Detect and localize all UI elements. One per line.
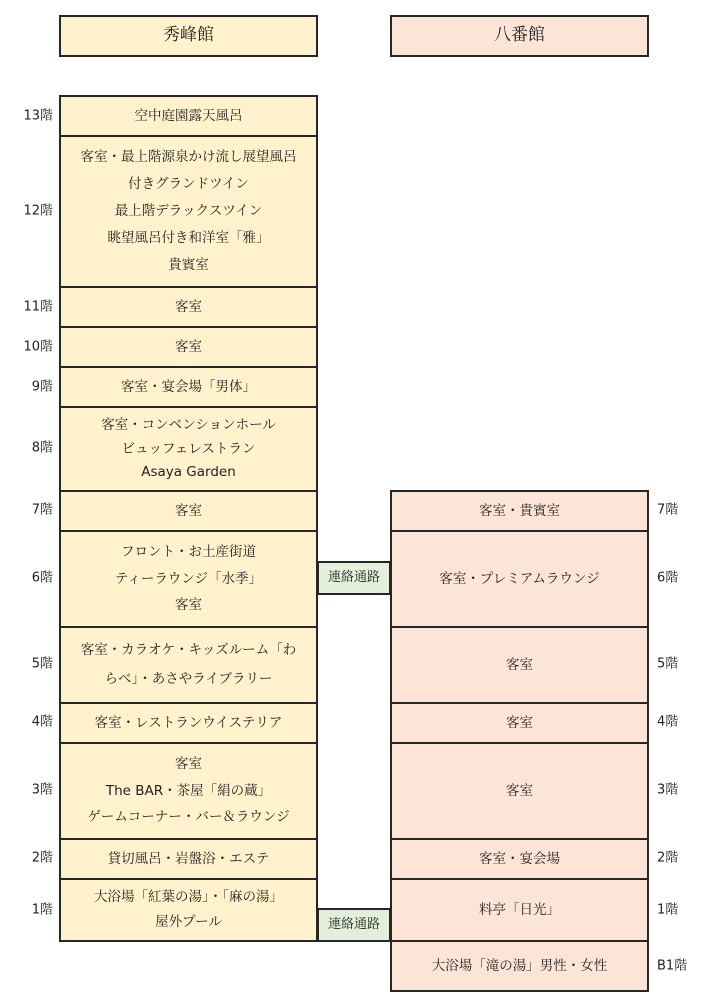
floor-desc-line: 眺望風呂付き和洋室「雅」 <box>107 230 270 246</box>
left-floor-label: 7階 <box>31 502 53 518</box>
right-floor-label: B1階 <box>657 958 688 974</box>
right-floor-1 <box>390 878 649 942</box>
right-floor-4 <box>390 702 649 744</box>
floor-desc-line: 客室・カラオケ・キッズルーム「わ <box>80 642 297 659</box>
floor-desc-line: 貴賓室 <box>168 256 209 273</box>
floor-desc-line: 大浴場「紅葉の湯」・「麻の湯」 <box>94 889 283 906</box>
floor-desc-line: フロント・お土産街道 <box>121 543 256 560</box>
floor-desc-line: 客室 <box>175 502 202 519</box>
right-floor-label: 2階 <box>657 850 679 866</box>
left-floor-6 <box>59 530 318 628</box>
left-floor-label: 3階 <box>31 782 53 798</box>
floor-desc-line: 客室 <box>175 298 202 315</box>
right-floor-b1 <box>390 940 649 992</box>
left-floor-label: 1階 <box>31 902 53 918</box>
floor-desc-line: 貸切風呂・岩盤浴・エステ <box>107 850 270 867</box>
left-floor-1 <box>59 878 318 942</box>
left-floor-5 <box>59 626 318 704</box>
floor-desc-line: 客室・最上階源泉かけ流し展望風呂 <box>80 149 297 166</box>
right-floor-label: 7階 <box>657 502 679 518</box>
connector-corridor-6f <box>317 561 391 595</box>
right-floor-7 <box>390 490 649 532</box>
floor-desc-line: 屋外プール <box>155 913 222 930</box>
header-hachibankan-label: 八番館 <box>494 25 545 46</box>
floor-desc-line: ティーラウンジ「水季」 <box>114 570 263 587</box>
right-floor-5 <box>390 626 649 704</box>
left-floor-13 <box>59 95 318 137</box>
left-floor-2 <box>59 838 318 880</box>
left-floor-4 <box>59 702 318 744</box>
floor-desc-line: 客室・宴会場 <box>479 850 560 867</box>
header-shuhokan <box>59 15 318 57</box>
left-floor-label: 2階 <box>31 850 53 866</box>
left-floor-label: 4階 <box>31 714 53 730</box>
floor-desc-line: 客室・レストランウイステリア <box>94 714 283 731</box>
floor-desc-line: Asaya Garden <box>141 464 236 481</box>
floor-desc-line: ゲームコーナー・バー＆ラウンジ <box>87 809 290 826</box>
left-floor-label: 12階 <box>23 203 53 219</box>
floor-desc-line: 客室 <box>506 714 533 731</box>
left-floor-12 <box>59 135 318 288</box>
floor-desc-line: 客室 <box>175 597 202 614</box>
floor-desc-line: 客室・コンベンションホール <box>101 416 276 433</box>
floor-desc-line: 料亭「日光」 <box>479 901 560 918</box>
right-floor-label: 3階 <box>657 782 679 798</box>
left-floor-label: 10階 <box>23 339 53 355</box>
right-floor-label: 4階 <box>657 714 679 730</box>
left-floor-label: 13階 <box>23 108 53 124</box>
left-floor-7 <box>59 490 318 532</box>
left-floor-label: 11階 <box>23 299 53 315</box>
connector-corridor-1f <box>317 908 391 942</box>
floor-desc-line: らべ」・あさやライブラリー <box>104 671 273 688</box>
floor-desc-line: 客室 <box>175 338 202 355</box>
right-floor-3 <box>390 742 649 840</box>
floor-desc-line: 客室 <box>175 755 202 772</box>
floor-desc-line: 客室・宴会場「男体」 <box>121 378 256 395</box>
left-floor-label: 6階 <box>31 570 53 586</box>
right-floor-label: 5階 <box>657 656 679 672</box>
left-floor-8 <box>59 406 318 492</box>
right-floor-6 <box>390 530 649 628</box>
left-floor-label: 9階 <box>31 379 53 395</box>
left-floor-label: 5階 <box>31 656 53 672</box>
floor-desc-line: 付きグランドツイン <box>128 176 249 193</box>
floor-desc-line: 客室・貴賓室 <box>479 502 560 519</box>
connector-label: 連絡通路 <box>327 916 380 932</box>
right-floor-label: 6階 <box>657 570 679 586</box>
floor-desc-line: 客室 <box>506 656 533 673</box>
left-floor-9 <box>59 366 318 408</box>
floor-desc-line: The BAR・茶屋「絹の蔵」 <box>105 782 272 799</box>
left-floor-11 <box>59 286 318 328</box>
header-hachibankan <box>390 15 649 57</box>
right-floor-label: 1階 <box>657 902 679 918</box>
connector-label: 連絡通路 <box>327 569 380 585</box>
floor-desc-line: 最上階デラックスツイン <box>114 203 263 220</box>
left-floor-10 <box>59 326 318 368</box>
left-floor-3 <box>59 742 318 840</box>
header-shuhokan-label: 秀峰館 <box>163 25 214 46</box>
left-floor-label: 8階 <box>31 440 53 456</box>
floor-desc-line: 客室・プレミアムラウンジ <box>439 570 600 587</box>
floor-desc-line: 客室 <box>506 782 533 799</box>
floor-desc-line: 空中庭園露天風呂 <box>134 107 243 124</box>
right-floor-2 <box>390 838 649 880</box>
floor-desc-line: ビュッフェレストラン <box>121 440 256 457</box>
floor-desc-line: 大浴場「滝の湯」男性・女性 <box>431 957 608 974</box>
